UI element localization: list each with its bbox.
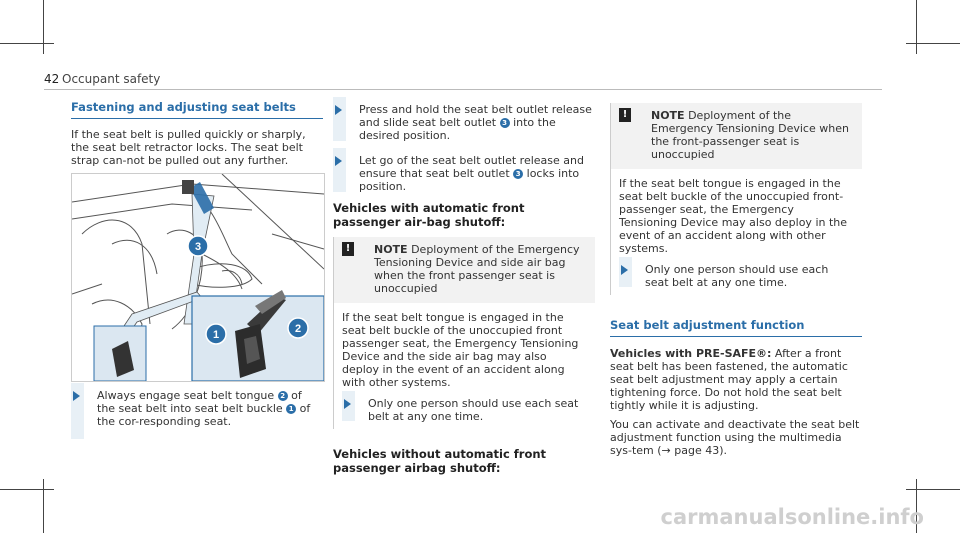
presafe-paragraph bbox=[610, 347, 862, 412]
crop-mark bbox=[916, 0, 917, 54]
note-label: NOTE bbox=[374, 243, 408, 256]
section-heading: Seat belt adjustment function bbox=[610, 318, 805, 332]
callout-2: 2 bbox=[294, 323, 302, 335]
page-number: 42 bbox=[44, 72, 60, 86]
step-release-outlet bbox=[333, 154, 595, 193]
step-bar bbox=[333, 97, 346, 141]
note-header bbox=[334, 237, 595, 303]
note-text: If the seat belt tongue is engaged in the seat belt buckle of the unoccupied front-passenger seat, the Emergency Tensioning Device may also deploy in the event of an accident along with other systems. bbox=[619, 177, 848, 255]
subheading-without-shutoff: Vehicles without automatic front passenger airbag shutoff: bbox=[333, 447, 547, 475]
warning-icon: ! bbox=[342, 242, 354, 256]
note-body bbox=[334, 303, 595, 429]
note-body bbox=[611, 169, 862, 295]
step-arrow-icon bbox=[344, 399, 351, 409]
badge-1: 1 bbox=[286, 404, 296, 414]
note-title: Deployment of the Emergency Tensioning Device and side air bag when the front passenger seat is unoccupied bbox=[374, 243, 580, 295]
note-header bbox=[611, 103, 862, 169]
crop-mark bbox=[43, 0, 44, 54]
badge-2: 2 bbox=[278, 391, 288, 401]
heading-rule bbox=[71, 118, 323, 119]
seat-belt-illustration bbox=[71, 173, 325, 382]
crop-mark bbox=[0, 489, 54, 490]
note-title: Deployment of the Emergency Tensioning Device when the front-passenger seat is unoccupied bbox=[651, 109, 849, 161]
badge-3: 3 bbox=[500, 118, 510, 128]
note-step bbox=[619, 263, 854, 289]
step-text: Let go of the seat belt outlet release and ensure that seat belt outlet bbox=[359, 154, 584, 180]
left-steps bbox=[71, 389, 323, 428]
badge-3: 3 bbox=[513, 169, 523, 179]
callout-3: 3 bbox=[194, 241, 202, 253]
crop-mark bbox=[43, 479, 44, 533]
multimedia-paragraph: You can activate and deactivate the seat belt adjustment function using the multimedia sys-tem (→ page 43). bbox=[610, 418, 860, 457]
note-label: NOTE bbox=[651, 109, 685, 122]
note-step-text: Only one person should use each seat belt at any one time. bbox=[368, 397, 579, 423]
watermark: carmanualsonline.info bbox=[660, 505, 924, 529]
step-arrow-icon bbox=[335, 156, 342, 166]
step-text: into the desired position. bbox=[359, 116, 556, 142]
step-slide-outlet bbox=[333, 103, 595, 142]
left-column bbox=[71, 101, 323, 167]
step-engage-tongue bbox=[71, 389, 323, 428]
step-bar bbox=[333, 148, 346, 192]
subheading-with-shutoff: Vehicles with automatic front passenger air-bag shutoff: bbox=[333, 201, 525, 229]
crop-mark bbox=[906, 489, 960, 490]
adjustment-section bbox=[610, 319, 862, 457]
crop-mark bbox=[906, 43, 960, 44]
note-text: If the seat belt tongue is engaged in the seat belt buckle of the unoccupied front passenger seat, the Emergency Tensioning Device and the side air bag may also deploy in the event of an accident along with other systems. bbox=[342, 311, 579, 389]
note-box bbox=[610, 103, 862, 295]
section-title: Occupant safety bbox=[62, 72, 161, 86]
header-divider bbox=[44, 89, 882, 90]
right-column bbox=[610, 103, 862, 457]
step-text: of the cor-responding seat. bbox=[97, 402, 311, 428]
step-arrow-icon bbox=[73, 391, 80, 401]
presafe-label: Vehicles with PRE-SAFE®: bbox=[610, 347, 772, 360]
callout-1: 1 bbox=[212, 329, 220, 341]
crop-mark bbox=[0, 43, 54, 44]
step-arrow-icon bbox=[335, 105, 342, 115]
step-text: Press and hold the seat belt outlet release and slide seat belt outlet bbox=[359, 103, 592, 129]
step-text: locks into position. bbox=[359, 167, 580, 193]
presafe-text: After a front seat belt has been fastened, the automatic seat belt adjustment may apply a certain tightening force. Do not hold the seat belt tightly while it is adjusting. bbox=[610, 347, 848, 412]
step-arrow-icon bbox=[621, 265, 628, 275]
step-text: of the seat belt into seat belt buckle bbox=[97, 389, 302, 415]
warning-icon: ! bbox=[619, 108, 631, 122]
middle-column bbox=[333, 103, 595, 475]
step-text: Always engage seat belt tongue bbox=[97, 389, 278, 402]
note-step-text: Only one person should use each seat belt at any one time. bbox=[645, 263, 829, 289]
section-heading: Fastening and adjusting seat belts bbox=[71, 100, 296, 114]
note-box bbox=[333, 237, 595, 429]
heading-rule bbox=[610, 336, 862, 337]
seat-belt-drawing bbox=[72, 174, 324, 381]
note-step bbox=[342, 397, 587, 423]
intro-paragraph: If the seat belt is pulled quickly or sharply, the seat belt retractor locks. The seat belt strap can-not be pulled out any further. bbox=[71, 128, 306, 167]
